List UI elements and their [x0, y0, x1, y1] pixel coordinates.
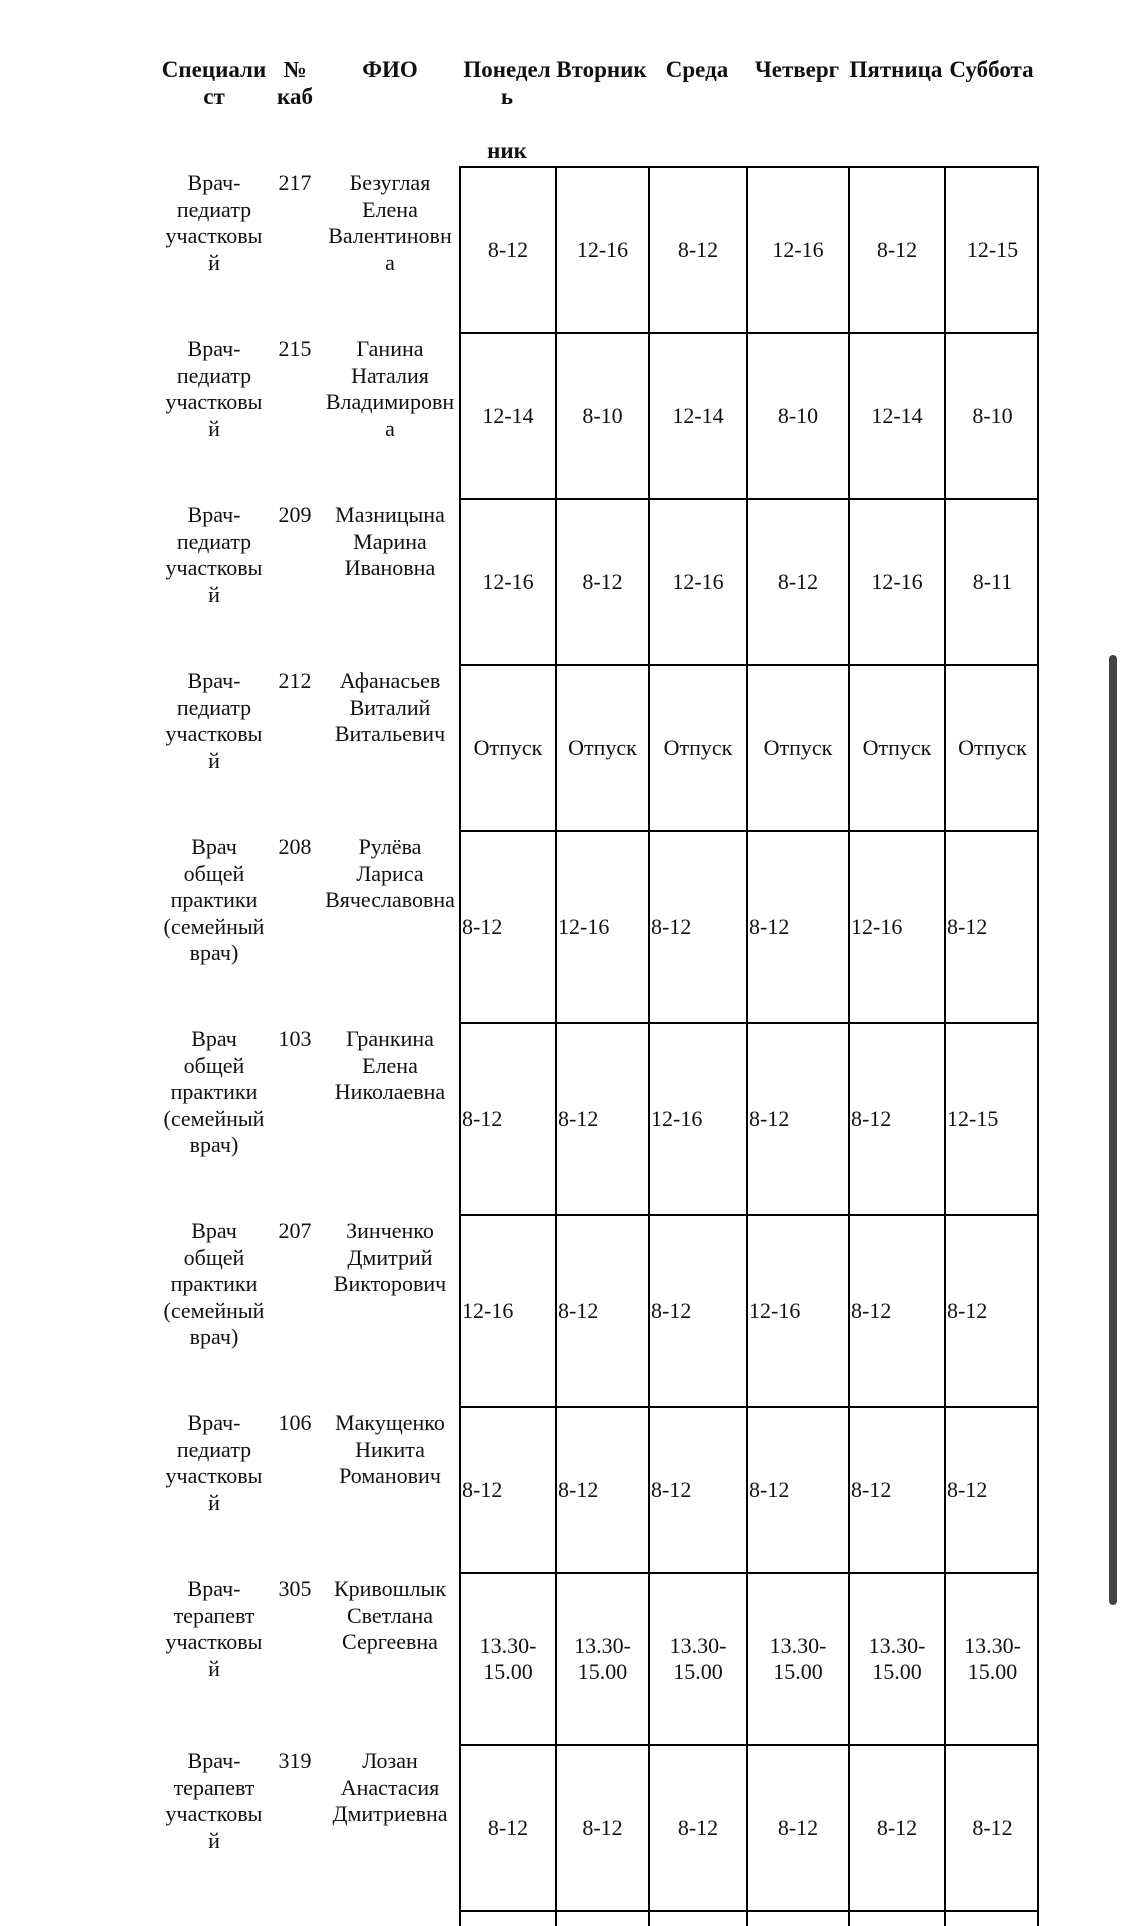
schedule-cell: 13.30- 15.00: [479, 1632, 537, 1684]
row-doctor-name: Рулёва Лариса Вячеславовна: [325, 834, 455, 912]
schedule-cell: 8-12: [947, 913, 988, 939]
row-specialist: Врач- педиатр участковы й: [165, 336, 263, 441]
schedule-cell: 8-12: [487, 1814, 529, 1840]
schedule-cell: 8-12: [851, 1297, 892, 1323]
schedule-cell: 8-12: [876, 236, 918, 262]
schedule-cell: 8-12: [749, 1476, 790, 1502]
schedule-cell: 8-12: [462, 1476, 503, 1502]
schedule-cell: Отпуск: [862, 734, 932, 760]
scrollbar[interactable]: [1107, 0, 1121, 1920]
schedule-cell: 8-10: [777, 402, 819, 428]
schedule-cell: 8-12: [582, 568, 623, 594]
row-specialist: Врач- педиатр участковы й: [165, 170, 263, 275]
schedule-cell: Отпуск: [958, 734, 1027, 760]
row-specialist: Врач общей практики (семейный врач): [163, 1026, 265, 1157]
header-day-mon: Понедел ь ник: [463, 57, 551, 163]
header-name: ФИО: [362, 57, 418, 82]
row-room: 106: [278, 1410, 312, 1435]
schedule-cell: 12-14: [482, 402, 534, 428]
row-room: 305: [278, 1576, 312, 1601]
schedule-cell: 8-12: [947, 1476, 988, 1502]
row-room: 208: [278, 834, 312, 859]
schedule-cell: Отпуск: [763, 734, 833, 760]
row-specialist: Врач- педиатр участковы й: [165, 502, 263, 607]
schedule-cell: 8-12: [651, 1476, 692, 1502]
schedule-cell: 8-12: [972, 1814, 1013, 1840]
row-doctor-name: Мазницына Марина Ивановна: [335, 502, 445, 580]
schedule-cell: 12-16: [651, 1105, 703, 1131]
schedule-cell: 8-12: [651, 1297, 692, 1323]
row-specialist: Врач общей практики (семейный врач): [163, 1218, 265, 1349]
row-room: 215: [278, 336, 312, 361]
schedule-cell: 12-16: [558, 913, 610, 939]
header-day-fri: Пятница: [849, 57, 943, 82]
header-day-wed: Среда: [665, 57, 729, 82]
schedule-cell: 8-12: [851, 1105, 892, 1131]
row-doctor-name: Зинченко Дмитрий Викторович: [333, 1218, 447, 1296]
schedule-cell: 13.30- 15.00: [669, 1632, 727, 1684]
row-doctor-name: Афанасьев Виталий Витальевич: [334, 668, 446, 746]
schedule-cell: 13.30- 15.00: [964, 1632, 1021, 1684]
row-doctor-name: Лозан Анастасия Дмитриевна: [332, 1748, 448, 1826]
header-day-sat: Суббота: [949, 57, 1034, 82]
schedule-cell: 8-12: [947, 1297, 988, 1323]
schedule-cell: 12-16: [749, 1297, 801, 1323]
schedule-cell: 13.30- 15.00: [868, 1632, 926, 1684]
scrollbar-thumb[interactable]: [1109, 655, 1117, 1605]
schedule-cell: 8-12: [558, 1476, 599, 1502]
row-doctor-name: Ганина Наталия Владимировн а: [325, 336, 455, 441]
schedule-cell: Отпуск: [473, 734, 543, 760]
row-room: 212: [278, 668, 312, 693]
schedule-cell: 8-12: [462, 1105, 503, 1131]
schedule-cell: 8-12: [677, 236, 719, 262]
schedule-cell: 8-12: [876, 1814, 918, 1840]
schedule-cell: 8-12: [749, 913, 790, 939]
schedule-cell: 12-14: [672, 402, 724, 428]
schedule-cell: 12-16: [672, 568, 724, 594]
schedule-cell: 12-16: [871, 568, 923, 594]
schedule-cell: 12-16: [772, 236, 824, 262]
header-specialist: Специали ст: [161, 57, 267, 109]
schedule-cell: 8-12: [851, 1476, 892, 1502]
schedule-cell: 8-12: [777, 568, 819, 594]
schedule-cell: 12-16: [482, 568, 534, 594]
row-doctor-name: Безуглая Елена Валентиновн а: [328, 170, 452, 275]
schedule-cell: 8-10: [972, 402, 1013, 428]
schedule-cell: 13.30- 15.00: [769, 1632, 827, 1684]
schedule-cell: 8-12: [749, 1105, 790, 1131]
schedule-cell: Отпуск: [663, 734, 733, 760]
schedule-cell: 8-12: [677, 1814, 719, 1840]
schedule-cell: 12-16: [851, 913, 903, 939]
row-room: 103: [278, 1026, 312, 1051]
schedule-cell: 8-12: [558, 1105, 599, 1131]
schedule-cell: 12-14: [871, 402, 923, 428]
schedule-cell: 8-12: [558, 1297, 599, 1323]
row-specialist: Врач- педиатр участковы й: [165, 668, 263, 773]
schedule-cell: 8-11: [972, 568, 1013, 594]
schedule-cell: 12-16: [576, 236, 629, 262]
schedule-cell: 12-15: [966, 236, 1019, 262]
row-specialist: Врач общей практики (семейный врач): [163, 834, 265, 965]
schedule-cell: 13.30- 15.00: [574, 1632, 631, 1684]
schedule-cell: 8-10: [582, 402, 623, 428]
row-specialist: Врач- педиатр участковы й: [165, 1410, 263, 1515]
schedule-cell: 8-12: [462, 913, 503, 939]
schedule-cell: 12-16: [462, 1297, 514, 1323]
row-room: 217: [278, 170, 312, 195]
row-doctor-name: Гранкина Елена Николаевна: [334, 1026, 446, 1104]
schedule-cell: 8-12: [582, 1814, 623, 1840]
schedule-cell: 12-15: [947, 1105, 999, 1131]
header-day-thu: Четверг: [754, 57, 840, 82]
row-room: 207: [278, 1218, 312, 1243]
row-doctor-name: Кривошлык Светлана Сергеевна: [333, 1576, 447, 1654]
row-room: 209: [278, 502, 312, 527]
row-doctor-name: Макущенко Никита Романович: [335, 1410, 445, 1488]
schedule-cell: 8-12: [651, 913, 692, 939]
row-room: 319: [278, 1748, 312, 1773]
schedule-cell: 8-12: [487, 236, 529, 262]
schedule-cell: Отпуск: [568, 734, 637, 760]
header-room: № каб: [277, 57, 313, 109]
header-day-tue: Вторник: [556, 57, 647, 82]
schedule-cell: 8-12: [777, 1814, 819, 1840]
row-specialist: Врач- терапевт участковы й: [165, 1748, 263, 1853]
row-specialist: Врач- терапевт участковы й: [165, 1576, 263, 1681]
grid-horizontal-line: [459, 1910, 1039, 1912]
